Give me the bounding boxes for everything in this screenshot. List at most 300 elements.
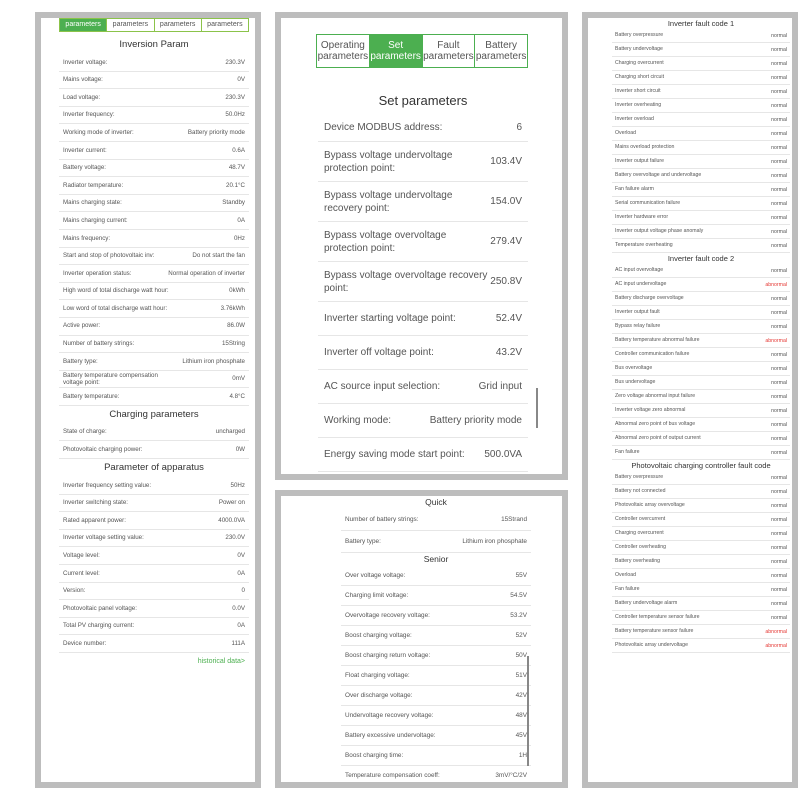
- fault-code-2-title: Inverter fault code 2: [667, 254, 735, 263]
- row-label: Mains charging current:: [63, 216, 128, 224]
- table-row: [341, 686, 531, 706]
- table-row: [59, 547, 249, 565]
- row-label: Working mode of inverter:: [63, 128, 134, 136]
- row-value: 0A: [237, 569, 245, 577]
- table-row: [318, 336, 528, 370]
- table-row: [59, 89, 249, 107]
- row-value: 230.0V: [225, 534, 245, 542]
- row-label: Inverter frequency:: [63, 111, 115, 119]
- row-value: normal: [771, 614, 787, 621]
- fault-code-1-list: [612, 29, 790, 253]
- table-row: [341, 746, 531, 766]
- row-value: 15Strand: [501, 516, 527, 523]
- row-label: Fan failure: [615, 586, 640, 593]
- row-label: Battery type:: [63, 357, 98, 365]
- row-label: Inverter operation status:: [63, 269, 132, 277]
- row-label: Photovoltaic charging power:: [63, 446, 143, 454]
- battery-parameters-card: [341, 496, 531, 782]
- row-label: Inverter voltage:: [63, 58, 108, 66]
- table-row: [612, 113, 790, 127]
- table-row: [612, 418, 790, 432]
- row-label: Inverter output fault: [615, 309, 660, 316]
- table-row: [612, 499, 790, 513]
- table-row: [59, 512, 249, 530]
- row-label: AC source input selection:: [324, 381, 441, 392]
- row-value: 0.6A: [232, 146, 245, 154]
- row-value: Standby: [222, 199, 245, 207]
- table-row: [612, 348, 790, 362]
- pv-controller-fault-list: [612, 471, 790, 653]
- panel-set-parameters: [275, 12, 568, 480]
- table-row: [612, 446, 790, 460]
- row-value: Grid input: [478, 381, 522, 392]
- row-value: 3mV/°C/2V: [495, 772, 527, 779]
- apparatus-section-title: Parameter of apparatus: [104, 462, 204, 474]
- row-label: Bypass relay failure: [615, 323, 661, 330]
- row-label: Number of battery strings:: [63, 340, 135, 348]
- table-row: [612, 141, 790, 155]
- table-row: [59, 353, 249, 371]
- row-label: Battery discharge overvoltage: [615, 295, 684, 302]
- row-label: Temperature overheating: [615, 242, 673, 249]
- row-label: Controller overheating: [615, 544, 667, 551]
- row-label: Charging overcurrent: [615, 530, 664, 537]
- table-row: [341, 509, 531, 531]
- row-value: normal: [771, 421, 787, 428]
- row-value: 53.2V: [510, 612, 527, 619]
- table-row: [612, 211, 790, 225]
- row-value: 42V: [515, 692, 527, 699]
- set-parameters-list: [318, 114, 528, 474]
- row-value: 0A: [237, 216, 245, 224]
- scrollbar[interactable]: [527, 656, 529, 766]
- row-label: AC input undervoltage: [615, 281, 667, 288]
- row-label: High word of total discharge watt hour:: [63, 287, 169, 295]
- row-label: Temperature compensation coeff:: [345, 772, 440, 779]
- row-label: Inverter overload: [615, 116, 654, 123]
- table-row: [612, 99, 790, 113]
- table-row: [612, 390, 790, 404]
- row-label: AC input overvoltage: [615, 267, 664, 274]
- row-value: 52.4V: [495, 313, 522, 324]
- table-row: [59, 600, 249, 618]
- row-label: Undervoltage recovery voltage:: [345, 712, 434, 719]
- charging-list: [59, 424, 249, 459]
- row-value: normal: [771, 586, 787, 593]
- row-label: Working mode:: [324, 415, 392, 426]
- table-row: [59, 230, 249, 248]
- table-row: [59, 318, 249, 336]
- row-value: normal: [771, 102, 787, 109]
- row-label: Device MODBUS address:: [324, 122, 443, 133]
- row-value: normal: [771, 407, 787, 414]
- row-value: normal: [771, 88, 787, 95]
- row-value: 230.3V: [225, 93, 245, 101]
- row-value: normal: [771, 172, 787, 179]
- row-value: normal: [771, 158, 787, 165]
- table-row: [612, 362, 790, 376]
- table-row: [59, 495, 249, 513]
- tab-parameters-3[interactable]: parameters: [155, 18, 202, 32]
- historical-data-link[interactable]: historical data>: [197, 658, 245, 665]
- table-row: [59, 371, 249, 389]
- row-label: Battery overpressure: [615, 474, 664, 481]
- row-label: Bypass voltage overvoltage recovery point:: [324, 269, 488, 294]
- row-label: Fan failure alarm: [615, 186, 654, 193]
- panel-fault-parameters: [582, 12, 798, 788]
- row-value: uncharged: [215, 428, 245, 436]
- apparatus-list: [59, 477, 249, 653]
- table-row: [612, 432, 790, 446]
- tab-bar: [59, 18, 249, 32]
- table-row: [59, 300, 249, 318]
- table-row: [59, 195, 249, 213]
- row-label: Number of battery strings:: [345, 516, 419, 523]
- table-row: [318, 114, 528, 142]
- table-row: [59, 583, 249, 601]
- table-row: [318, 222, 528, 262]
- row-label: Float charging voltage:: [345, 672, 410, 679]
- table-row: [341, 646, 531, 666]
- row-label: Inverter voltage zero abnormal: [615, 407, 686, 414]
- row-label: Inverter short circuit: [615, 88, 661, 95]
- tab-set-parameters[interactable]: Set parameters: [370, 34, 423, 68]
- table-row: [59, 107, 249, 125]
- panel-operating-parameters: [35, 12, 261, 788]
- row-label: Mains frequency:: [63, 234, 111, 242]
- row-label: Over discharge voltage:: [345, 692, 413, 699]
- row-value: Power on: [218, 499, 245, 507]
- row-label: Controller communication failure: [615, 351, 690, 358]
- row-value: 0mV: [232, 375, 245, 383]
- row-value: normal: [771, 502, 787, 509]
- table-row: [59, 441, 249, 459]
- row-label: Inverter output failure: [615, 158, 665, 165]
- row-value: normal: [771, 32, 787, 39]
- row-label: Inverter frequency setting value:: [63, 481, 152, 489]
- row-value: 0V: [237, 552, 245, 560]
- table-row: [59, 177, 249, 195]
- table-row: [318, 302, 528, 336]
- table-row: [341, 726, 531, 746]
- row-value: 86.0W: [227, 322, 245, 330]
- tab-parameters-2[interactable]: parameters: [107, 18, 154, 32]
- table-row: [612, 639, 790, 653]
- row-value: normal: [771, 449, 787, 456]
- row-label: Load voltage:: [63, 93, 101, 101]
- table-row: [612, 155, 790, 169]
- row-value: 154.0V: [490, 196, 522, 207]
- row-value: normal: [771, 46, 787, 53]
- row-label: Start and stop of photovoltaic inv:: [63, 252, 155, 260]
- row-value: normal: [771, 60, 787, 67]
- row-value: 55V: [515, 572, 527, 579]
- table-row: [612, 583, 790, 597]
- table-row: [59, 54, 249, 72]
- row-value: 4000.0VA: [218, 516, 245, 524]
- table-row: [59, 248, 249, 266]
- fault-parameters-card: [612, 18, 790, 782]
- row-value: 0: [241, 587, 245, 595]
- row-value: normal: [771, 435, 787, 442]
- panel-screen: [41, 18, 255, 782]
- table-row: [59, 142, 249, 160]
- row-value: Normal operation of inverter: [168, 269, 245, 277]
- fault-code-1-title: Inverter fault code 1: [667, 19, 735, 28]
- row-value: normal: [771, 130, 787, 137]
- table-row: [612, 239, 790, 253]
- panel-screen: [281, 496, 562, 782]
- table-row: [612, 57, 790, 71]
- row-label: Controller temperature sensor failure: [615, 614, 700, 621]
- panel-screen: [281, 18, 562, 474]
- row-value: Battery priority mode: [429, 415, 522, 426]
- table-row: [612, 320, 790, 334]
- table-row: [612, 597, 790, 611]
- panel-battery-parameters: [275, 490, 568, 788]
- row-label: Abnormal zero point of bus voltage: [615, 421, 696, 428]
- table-row: [318, 142, 528, 182]
- table-row: [318, 404, 528, 438]
- row-value: normal: [771, 558, 787, 565]
- table-row: [612, 169, 790, 183]
- panel-screen: [588, 18, 792, 782]
- row-label: Zero voltage abnormal input failure: [615, 393, 696, 400]
- row-value: Do not start the fan: [192, 252, 245, 260]
- tab-parameters-1[interactable]: parameters: [59, 18, 107, 32]
- table-row: [59, 336, 249, 354]
- row-label: Bypass voltage undervoltage recovery point:: [324, 189, 453, 214]
- row-label: Battery overheating: [615, 558, 660, 565]
- table-row: [612, 306, 790, 320]
- set-parameters-card: [318, 86, 528, 474]
- row-value: normal: [771, 600, 787, 607]
- table-row: [612, 527, 790, 541]
- fault-code-2-list: [612, 264, 790, 460]
- row-value: normal: [771, 544, 787, 551]
- quick-section-title: Quick: [425, 497, 447, 507]
- row-value: normal: [771, 74, 787, 81]
- row-label: Battery type:: [345, 538, 381, 545]
- table-row: [612, 71, 790, 85]
- table-row: [612, 29, 790, 43]
- row-value: 52V: [515, 632, 527, 639]
- row-value: 0Hz: [233, 234, 245, 242]
- row-label: Battery temperature:: [63, 392, 120, 400]
- row-value: 279.4V: [490, 236, 522, 247]
- table-row: [341, 766, 531, 782]
- row-label: Current level:: [63, 569, 100, 577]
- row-value: normal: [771, 474, 787, 481]
- row-label: Energy saving mode start point:: [324, 449, 465, 460]
- row-label: Charging overcurrent: [615, 60, 664, 67]
- senior-list: [341, 566, 531, 782]
- row-label: State of charge:: [63, 428, 107, 436]
- table-row: [59, 635, 249, 653]
- row-label: Battery overvoltage and undervoltage: [615, 172, 702, 179]
- table-row: [612, 541, 790, 555]
- set-parameters-title: Set parameters: [378, 93, 468, 108]
- row-value: Lithium iron phosphate: [182, 357, 245, 365]
- row-value: normal: [771, 379, 787, 386]
- table-row: [612, 225, 790, 239]
- row-label: Overload: [615, 572, 637, 579]
- table-row: [341, 626, 531, 646]
- row-value: 0A: [237, 622, 245, 630]
- row-value: 111A: [231, 639, 245, 647]
- row-label: Inverter output voltage phase anomaly: [615, 228, 704, 235]
- row-label: Abnormal zero point of output current: [615, 435, 701, 442]
- senior-section-title: Senior: [423, 554, 449, 564]
- row-label: Charging limit voltage:: [345, 592, 409, 599]
- row-value: 230.3V: [225, 58, 245, 66]
- row-value: Battery priority mode: [187, 128, 245, 136]
- row-label: Mains charging state:: [63, 199, 122, 207]
- table-row: [59, 565, 249, 583]
- table-row: [612, 555, 790, 569]
- table-row: [612, 292, 790, 306]
- row-label: Overvoltage recovery voltage:: [345, 612, 430, 619]
- table-row: [612, 376, 790, 390]
- table-row: [318, 182, 528, 222]
- table-row: [612, 264, 790, 278]
- row-value: normal: [771, 186, 787, 193]
- row-label: Boost charging return voltage:: [345, 652, 431, 659]
- row-label: Battery undervoltage alarm: [615, 600, 678, 607]
- row-value: normal: [771, 351, 787, 358]
- row-value: normal: [771, 295, 787, 302]
- row-label: Battery temperature abnormal failure: [615, 337, 700, 344]
- row-value: 6: [516, 122, 522, 133]
- row-value: 250.8V: [490, 276, 522, 287]
- table-row: [612, 197, 790, 211]
- table-row: [612, 278, 790, 292]
- row-value: abnormal: [765, 337, 787, 344]
- row-value: normal: [771, 200, 787, 207]
- row-label: Active power:: [63, 322, 101, 330]
- table-row: [59, 212, 249, 230]
- row-label: Radiator temperature:: [63, 181, 124, 189]
- table-row: [612, 85, 790, 99]
- tab-parameters-4[interactable]: parameters: [202, 18, 249, 32]
- table-row: [318, 438, 528, 472]
- row-label: Bypass voltage undervoltage protection point:: [324, 149, 453, 174]
- row-label: Overload: [615, 130, 637, 137]
- row-label: Inverter switching state:: [63, 499, 128, 507]
- row-label: Voltage level:: [63, 552, 100, 560]
- table-row: [612, 625, 790, 639]
- table-row: [612, 43, 790, 57]
- table-row: [59, 283, 249, 301]
- row-label: Bus undervoltage: [615, 379, 656, 386]
- row-label: Serial communication failure: [615, 200, 681, 207]
- row-label: Rated apparent power:: [63, 516, 126, 524]
- tab-operating-parameters[interactable]: Operating parameters: [316, 34, 370, 68]
- row-value: normal: [771, 309, 787, 316]
- row-value: 54.5V: [510, 592, 527, 599]
- row-value: normal: [771, 393, 787, 400]
- table-row: [59, 388, 249, 406]
- row-label: Charging short circuit: [615, 74, 665, 81]
- row-label: Bypass voltage overvoltage protection point:: [324, 229, 447, 254]
- row-label: Battery not connected: [615, 488, 666, 495]
- row-value: 43.2V: [495, 347, 522, 358]
- row-label: Total PV charging current:: [63, 622, 135, 630]
- tab-fault-parameters[interactable]: Fault parameters: [423, 34, 476, 68]
- table-row: [318, 370, 528, 404]
- table-row: [341, 566, 531, 586]
- row-label: Fan failure: [615, 449, 640, 456]
- table-row: [59, 160, 249, 178]
- row-value: 0W: [235, 446, 245, 454]
- row-value: normal: [771, 516, 787, 523]
- row-label: Battery undervoltage: [615, 46, 663, 53]
- row-label: Photovoltaic array undervoltage: [615, 642, 688, 649]
- table-row: [59, 265, 249, 283]
- table-row: [59, 124, 249, 142]
- row-label: Inverter current:: [63, 146, 107, 154]
- row-value: 0.0V: [232, 604, 245, 612]
- table-row: [612, 513, 790, 527]
- row-value: abnormal: [765, 281, 787, 288]
- scrollbar[interactable]: [536, 388, 538, 428]
- quick-list: [341, 509, 531, 553]
- row-label: Battery temperature compensation voltage point:: [63, 371, 158, 386]
- table-row: [341, 666, 531, 686]
- row-value: normal: [771, 488, 787, 495]
- row-value: normal: [771, 116, 787, 123]
- row-value: 3.76kWh: [220, 304, 245, 312]
- row-label: Over voltage voltage:: [345, 572, 406, 579]
- row-value: 51V: [515, 672, 527, 679]
- table-row: [318, 472, 528, 474]
- row-value: normal: [771, 267, 787, 274]
- row-value: normal: [771, 323, 787, 330]
- table-row: [612, 569, 790, 583]
- row-value: 45V: [515, 732, 527, 739]
- parameters-card: [59, 18, 249, 782]
- row-value: 4.8°C: [229, 392, 245, 400]
- table-row: [341, 606, 531, 626]
- row-value: normal: [771, 242, 787, 249]
- table-row: [59, 618, 249, 636]
- row-value: 50V: [515, 652, 527, 659]
- row-value: abnormal: [765, 642, 787, 649]
- row-value: normal: [771, 214, 787, 221]
- row-value: 50.0Hz: [225, 111, 245, 119]
- row-label: Inverter hardware error: [615, 214, 669, 221]
- row-label: Version:: [63, 587, 86, 595]
- table-row: [59, 72, 249, 90]
- pv-controller-fault-title: Photovoltaic charging controller fault code: [631, 461, 771, 470]
- table-row: [59, 477, 249, 495]
- row-value: 0V: [237, 76, 245, 84]
- row-label: Bus overvoltage: [615, 365, 653, 372]
- inversion-section-title: Inversion Param: [119, 39, 189, 50]
- row-label: Mains voltage:: [63, 76, 103, 84]
- row-value: Lithium iron phosphate: [462, 538, 527, 545]
- row-value: 500.0VA: [484, 449, 522, 460]
- table-row: [59, 530, 249, 548]
- row-label: Photovoltaic panel voltage:: [63, 604, 137, 612]
- row-value: normal: [771, 144, 787, 151]
- inversion-list: [59, 54, 249, 406]
- row-label: Inverter off voltage point:: [324, 347, 434, 358]
- tab-battery-parameters[interactable]: Battery parameters: [475, 34, 528, 68]
- row-label: Battery excessive undervoltage:: [345, 732, 436, 739]
- table-row: [612, 183, 790, 197]
- row-value: 50Hz: [230, 481, 245, 489]
